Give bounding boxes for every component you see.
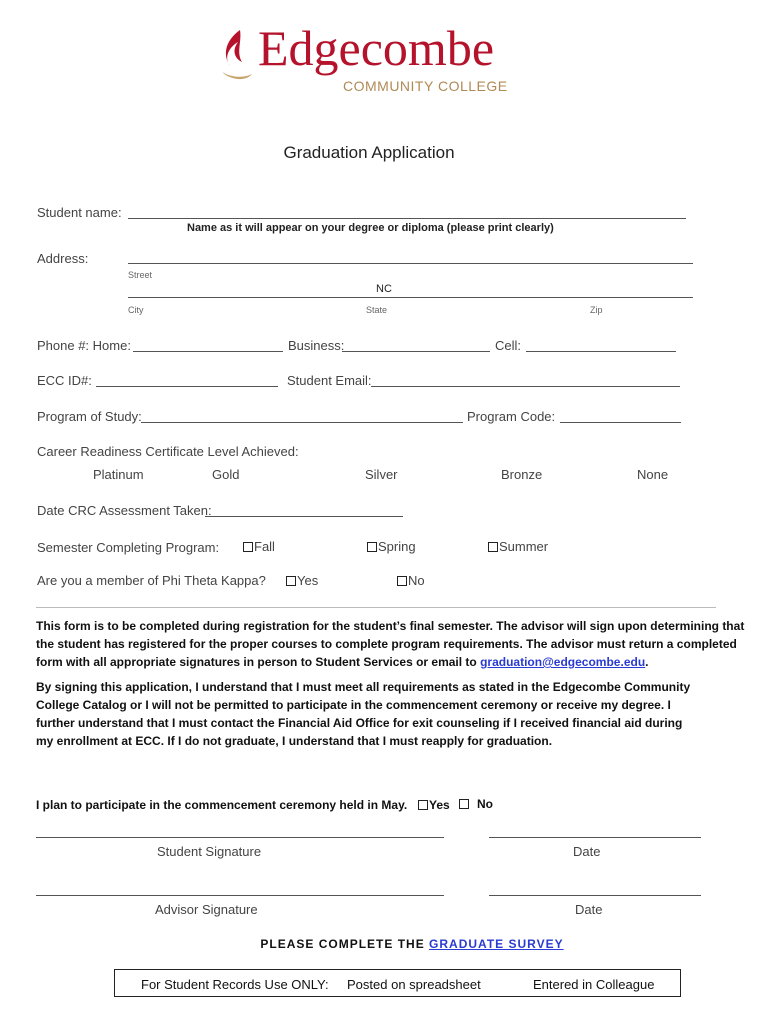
student-name-field[interactable] <box>128 218 686 219</box>
crc-label: Career Readiness Certificate Level Achieved: <box>37 444 299 459</box>
records-label: For Student Records Use ONLY: <box>141 977 329 992</box>
semester-summer-option[interactable] <box>488 539 548 554</box>
student-email-field[interactable] <box>371 386 680 387</box>
advisor-date-label: Date <box>575 902 603 917</box>
instructions-line-2: the student has registered for the proper courses to complete program requirements. The advisor must return a completed <box>36 637 737 651</box>
ptk-yes-option[interactable] <box>286 573 318 588</box>
crc-bronze[interactable]: Bronze <box>501 467 543 482</box>
commencement-question: I plan to participate in the commencement ceremony held in May. <box>36 798 408 812</box>
instructions-line-3-text: form with all appropriate signatures in person to Student Services or email to <box>36 655 481 669</box>
summer-label: Summer <box>499 539 549 554</box>
advisor-signature-field[interactable] <box>36 895 444 896</box>
commencement-no-checkbox[interactable] <box>459 799 469 809</box>
ptk-no-option[interactable] <box>397 573 425 588</box>
survey-prefix: PLEASE COMPLETE THE <box>260 937 430 951</box>
phone-home-field[interactable] <box>133 351 283 352</box>
program-of-study-label: Program of Study: <box>37 409 142 424</box>
crc-date-field[interactable] <box>205 516 403 517</box>
semester-spring-option[interactable] <box>367 539 416 554</box>
summer-checkbox[interactable] <box>488 542 498 552</box>
fall-checkbox[interactable] <box>243 542 253 552</box>
records-box <box>114 969 681 997</box>
instructions-line-3 <box>36 653 736 671</box>
phone-home-label: Phone #: Home: <box>37 338 131 353</box>
program-code-label: Program Code: <box>467 409 556 424</box>
entered-in-colleague: Entered in Colleague <box>533 977 655 992</box>
commencement-yes-checkbox[interactable] <box>418 800 428 810</box>
phone-cell-field[interactable] <box>526 351 676 352</box>
commencement-yes-label: Yes <box>429 798 450 812</box>
phone-business-label: Business: <box>288 338 345 353</box>
crc-gold[interactable]: Gold <box>212 467 240 482</box>
crc-silver[interactable]: Silver <box>365 467 398 482</box>
posted-on-spreadsheet: Posted on spreadsheet <box>347 977 481 992</box>
agreement-line-4: my enrollment at ECC. If I do not graduate, I understand that I must reapply for graduation. <box>36 734 553 748</box>
student-signature-label: Student Signature <box>157 844 262 859</box>
flame-icon <box>218 28 254 82</box>
crc-none[interactable]: None <box>637 467 669 482</box>
zip-label: Zip <box>590 305 603 315</box>
student-date-label: Date <box>573 844 601 859</box>
advisor-date-field[interactable] <box>489 895 701 896</box>
logo-name: Edgecombe <box>258 20 495 76</box>
ptk-yes-checkbox[interactable] <box>286 576 296 586</box>
student-email-label: Student Email: <box>287 373 372 388</box>
ecc-id-label: ECC ID#: <box>37 373 92 388</box>
ptk-no-label: No <box>408 573 425 588</box>
crc-date-label: Date CRC Assessment Taken: <box>37 503 212 518</box>
program-of-study-field[interactable] <box>141 422 463 423</box>
program-code-field[interactable] <box>560 422 681 423</box>
graduation-email-link[interactable]: graduation@edgecombe.edu <box>480 655 646 669</box>
ecc-id-field[interactable] <box>96 386 278 387</box>
commencement-no-option[interactable] <box>459 795 493 813</box>
student-date-field[interactable] <box>489 837 701 838</box>
city-state-zip-field[interactable] <box>128 297 693 298</box>
spring-label: Spring <box>378 539 416 554</box>
advisor-signature-label: Advisor Signature <box>155 902 258 917</box>
student-signature-field[interactable] <box>36 837 444 838</box>
semester-fall-option[interactable] <box>243 539 275 554</box>
instructions-paragraph <box>36 617 745 671</box>
state-label: State <box>366 305 388 315</box>
street-label: Street <box>128 270 153 280</box>
ptk-no-checkbox[interactable] <box>397 576 407 586</box>
survey-notice <box>0 937 770 951</box>
commencement-yes-option[interactable] <box>418 796 450 814</box>
ptk-label: Are you a member of Phi Theta Kappa? <box>37 573 266 588</box>
fall-label: Fall <box>254 539 275 554</box>
phone-cell-label: Cell: <box>495 338 522 353</box>
spring-checkbox[interactable] <box>367 542 377 552</box>
instructions-line-3-end: . <box>645 655 649 669</box>
semester-label: Semester Completing Program: <box>37 540 220 555</box>
state-value: NC <box>376 283 392 295</box>
agreement-paragraph <box>36 678 736 750</box>
agreement-line-2: College Catalog or I will not be permitted to participate in the commencement ceremony or receive my degree. I <box>36 698 671 712</box>
logo-subtitle: COMMUNITY COLLEGE <box>343 78 508 94</box>
instructions-line-1: This form is to be completed during registration for the student’s final semester. The advisor will sign upon determining that <box>36 619 745 633</box>
crc-platinum[interactable]: Platinum <box>93 467 144 482</box>
section-divider <box>36 607 716 608</box>
student-name-label: Student name: <box>37 205 122 220</box>
agreement-line-1: By signing this application, I understand that I must meet all requirements as stated in the Edgecombe Community <box>36 680 691 694</box>
commencement-no-label: No <box>477 797 493 811</box>
city-label: City <box>128 305 144 315</box>
college-logo <box>218 20 518 100</box>
form-title: Graduation Application <box>283 143 455 162</box>
graduate-survey-link[interactable]: GRADUATE SURVEY <box>429 937 564 951</box>
address-label: Address: <box>37 251 89 266</box>
phone-business-field[interactable] <box>342 351 490 352</box>
street-field[interactable] <box>128 263 693 264</box>
agreement-line-3: further understand that I must contact the Financial Aid Office for exit counseling if I received financial aid during <box>36 716 683 730</box>
student-name-hint: Name as it will appear on your degree or diploma (please print clearly) <box>187 222 554 234</box>
ptk-yes-label: Yes <box>297 573 319 588</box>
